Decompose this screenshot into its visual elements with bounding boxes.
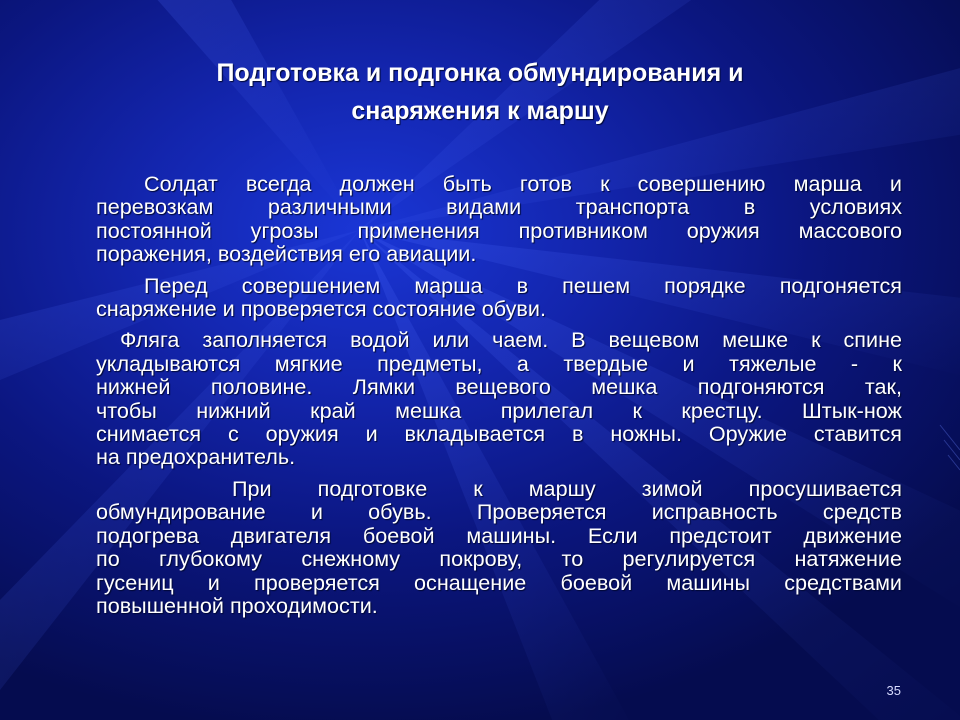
text-line: Перед совершением марша в пешем порядке подгоняется (144, 272, 902, 298)
text-line: гусениц и проверяется оснащение боевой машины средствами (96, 569, 902, 595)
text-line: чтобы нижний край мешка прилегал к крестцу. Штык-нож (96, 397, 902, 423)
text-line: снимается с оружия и вкладывается в ножны. Оружие ставится (96, 421, 902, 447)
text-line: нижней половине. Лямки вещевого мешка подгоняются так, (96, 374, 902, 400)
text-line: При подготовке к маршу зимой просушивается (232, 475, 902, 501)
page-number: 35 (886, 683, 901, 698)
text-line: подогрева двигателя боевой машины. Если предстоит движение (96, 522, 902, 548)
text-line: обмундирование и обувь. Проверяется исправность средств (96, 499, 902, 525)
text-line: постоянной угрозы применения противником оружия массового (96, 217, 902, 243)
text-line: перевозкам различными видами транспорта в условиях (96, 194, 902, 220)
slide-title (80, 54, 880, 130)
text-line: снаряжение и проверяется состояние обуви. (96, 296, 546, 322)
text-line: Солдат всегда должен быть готов к совершению марша и (144, 171, 902, 196)
slide-title-line: снаряжения к маршу (351, 97, 609, 125)
text-line: повышенной проходимости. (96, 592, 378, 618)
text-line: по глубокому снежному покрову, то регулируется натяжение (96, 546, 902, 572)
text-line: на предохранитель. (96, 444, 296, 470)
text-line: Фляга заполняется водой или чаем. В вещевом мешке к спине (120, 327, 902, 353)
text-line: поражения, воздействия его авиации. (96, 241, 477, 267)
paragraph-march-readiness (96, 172, 902, 266)
slide-title-line: Подготовка и подгонка обмундирования и (216, 59, 744, 87)
paragraph-backpack-packing (96, 328, 902, 468)
paragraph-winter-preparation (96, 477, 902, 617)
text-line: укладываются мягкие предметы, а твердые и тяжелые - к (96, 350, 902, 376)
slide-body (96, 172, 902, 625)
paragraph-equipment-fitting (96, 274, 902, 321)
